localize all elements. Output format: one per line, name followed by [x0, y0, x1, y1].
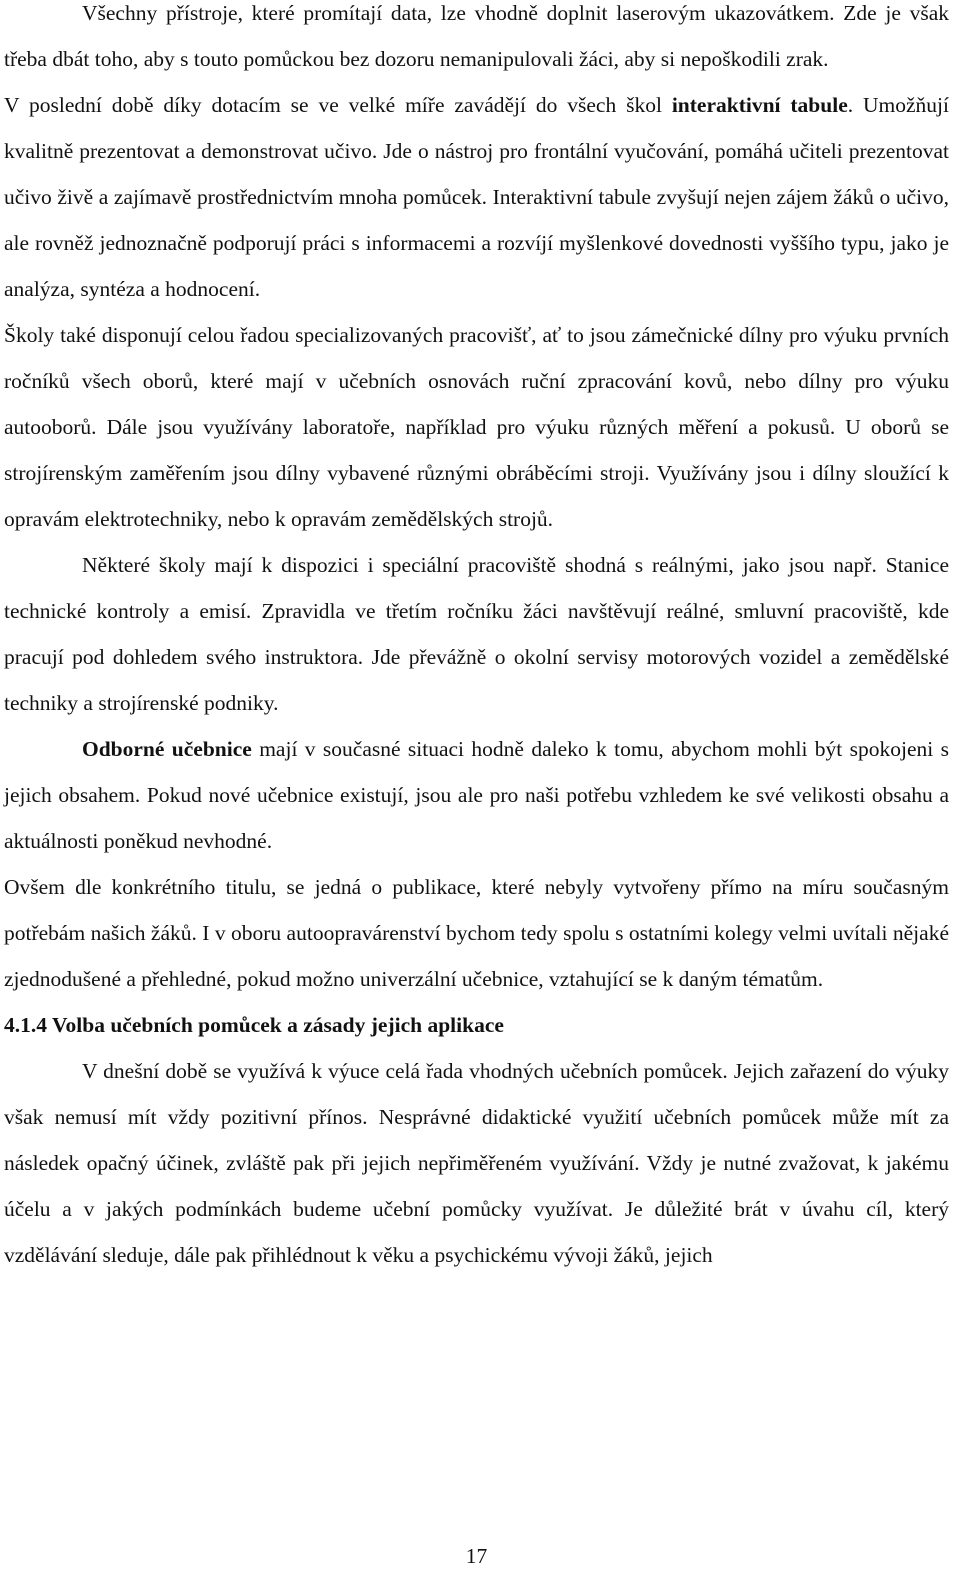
paragraph-textbooks [4, 726, 949, 864]
section-heading: 4.1.4 Volba učebních pomůcek a zásady jejich aplikace [4, 1013, 504, 1037]
paragraph-aid-selection: V dnešní době se využívá k výuce celá řada vhodných učebních pomůcek. Jejich zařazení do výuky však nemusí mít vždy pozitivní přínos. Nesprávné didaktické využití učebních pomůcek může mít za následek opačný účinek, zvláště pak při jejich nepřiměřeném využívání. Vždy je nutné zvažovat, k jakému účelu a v jakých podmínkách budeme učební pomůcky využívat. Je důležité brát v úvahu cíl, který vzdělávání sleduje, dále pak přihlédnout k věku a psychickému vývoji žáků, jejich [4, 1059, 949, 1267]
term-professional-textbooks: Odborné učebnice [82, 737, 252, 761]
paragraph-interactive-boards-body: . Umožňují kvalitně prezentovat a demonstrovat učivo. Jde o nástroj pro frontální vyučování, pomáhá učiteli prezentovat učivo živě a zajímavě prostřednictvím mnoha pomůcek. Interaktivní tabule zvyšují nejen zájem žáků o učivo, ale rovněž jednoznačně podporují práci s informacemi a rozvíjí myšlenkové dovednosti vyššího typu, jako je analýza, syntéza a hodnocení. [4, 93, 949, 301]
term-interactive-boards: interaktivní tabule [671, 93, 848, 117]
paragraph-interactive-boards [4, 82, 949, 312]
paragraph-laser-pointer: Všechny přístroje, které promítají data, lze vhodně doplnit laserovým ukazovátkem. Zde je však třeba dbát toho, aby s touto pomůckou bez dozoru nemanipulovali žáci, aby si nepoškodili zrak. [4, 1, 949, 71]
paragraph-textbooks-body: mají v současné situaci hodně daleko k tomu, abychom mohli být spokojeni s jejich obsahem. Pokud nové učebnice existují, jsou ale pro naši potřebu vzhledem ke své velikosti obsahu a aktuálnosti poněkud nevhodné. [4, 737, 949, 853]
document-body [4, 0, 949, 1278]
paragraph-interactive-boards-intro: V poslední době díky dotacím se ve velké míře zavádějí do všech škol [4, 93, 672, 117]
page-number: 17 [465, 1544, 488, 1568]
paragraph-real-workplaces: Některé školy mají k dispozici i speciální pracoviště shodná s reálnými, jako jsou např. Stanice technické kontroly a emisí. Zpravidla ve třetím ročníku žáci navštěvují reálné, smluvní pracoviště, kde pracují pod dohledem svého instruktora. Jde převážně o okolní servisy motorových vozidel a zemědělské techniky a strojírenské podniky. [4, 553, 949, 715]
document-page [4, 0, 949, 1580]
paragraph-textbook-titles: Ovšem dle konkrétního titulu, se jedná o publikace, které nebyly vytvořeny přímo na míru současným potřebám našich žáků. I v oboru autoopravárenství bychom tedy spolu s ostatními kolegy velmi uvítali nějaké zjednodušené a přehledné, pokud možno univerzální učebnice, vztahující se k daným tématům. [4, 875, 949, 991]
paragraph-specialized-workplaces: Školy také disponují celou řadou specializovaných pracovišť, ať to jsou zámečnické dílny pro výuku prvních ročníků všech oborů, které mají v učebních osnovách ruční zpracování kovů, nebo dílny pro výuku autooborů. Dále jsou využívány laboratoře, například pro výuku různých měření a pokusů. U oborů se strojírenským zaměřením jsou dílny vybavené různými obráběcími stroji. Využívány jsou i dílny sloužící k opravám elektrotechniky, nebo k opravám zemědělských strojů. [4, 323, 949, 531]
